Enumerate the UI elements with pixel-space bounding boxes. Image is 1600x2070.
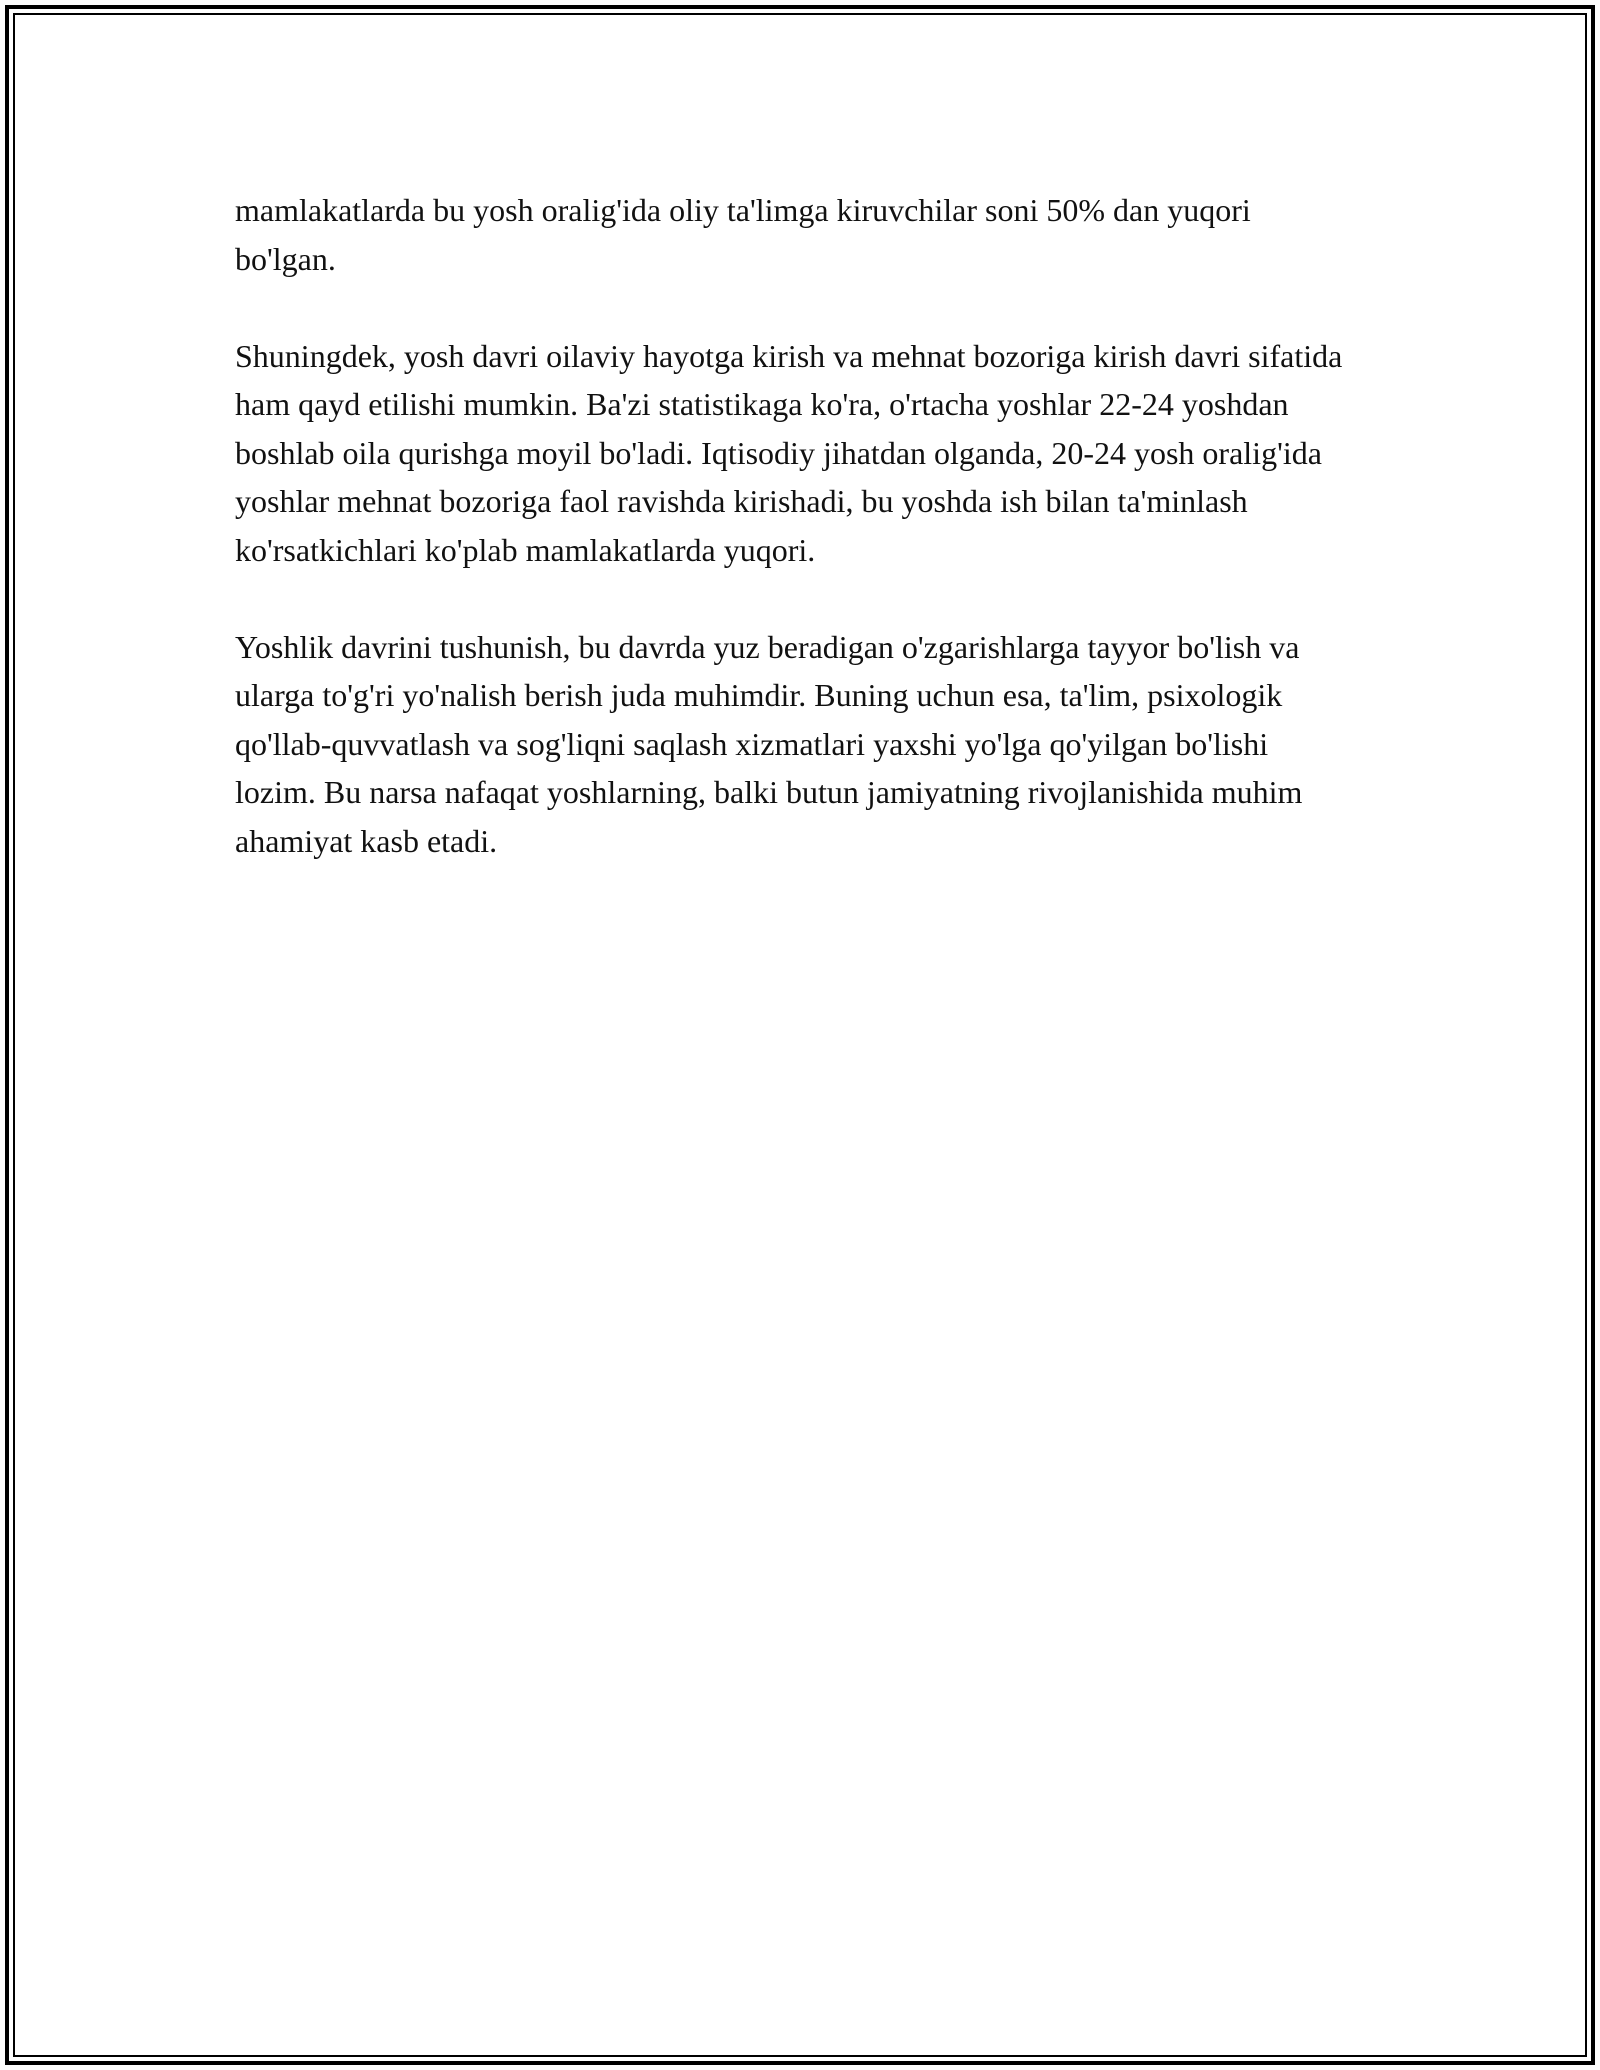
paragraph-2: Shuningdek, yosh davri oilaviy hayotga kirish va mehnat bozoriga kirish davri sifatida ham qayd etilishi mumkin. Ba'zi statistikaga ko'ra, o'rtacha yoshlar 22-24 yoshdan boshlab oila qurishga moyil bo'ladi. Iqtisodiy jihatdan olganda, 20-24 yosh oralig'ida yoshlar mehnat bozoriga faol ravishda kirishadi, bu yoshda ish bilan ta'minlash ko'rsatkichlari ko'plab mamlakatlarda yuqori. (235, 337, 1343, 568)
paragraph-3: Yoshlik davrini tushunish, bu davrda yuz beradigan o'zgarishlarga tayyor bo'lish va ularga to'g'ri yo'nalish berish juda muhimdir. Buning uchun esa, ta'lim, psixologik qo'llab-quvvatlash va sog'liqni saqlash xizmatlari yaxshi yo'lga qo'yilgan bo'lishi lozim. Bu narsa nafaqat yoshlarning, balki butun jamiyatning rivojlanishida muhim ahamiyat kasb etadi. (235, 628, 1303, 859)
document-body (235, 186, 1345, 914)
paragraph-1: mamlakatlarda bu yosh oralig'ida oliy ta'limga kiruvchilar soni 50% dan yuqori bo'lgan. (235, 192, 1251, 277)
